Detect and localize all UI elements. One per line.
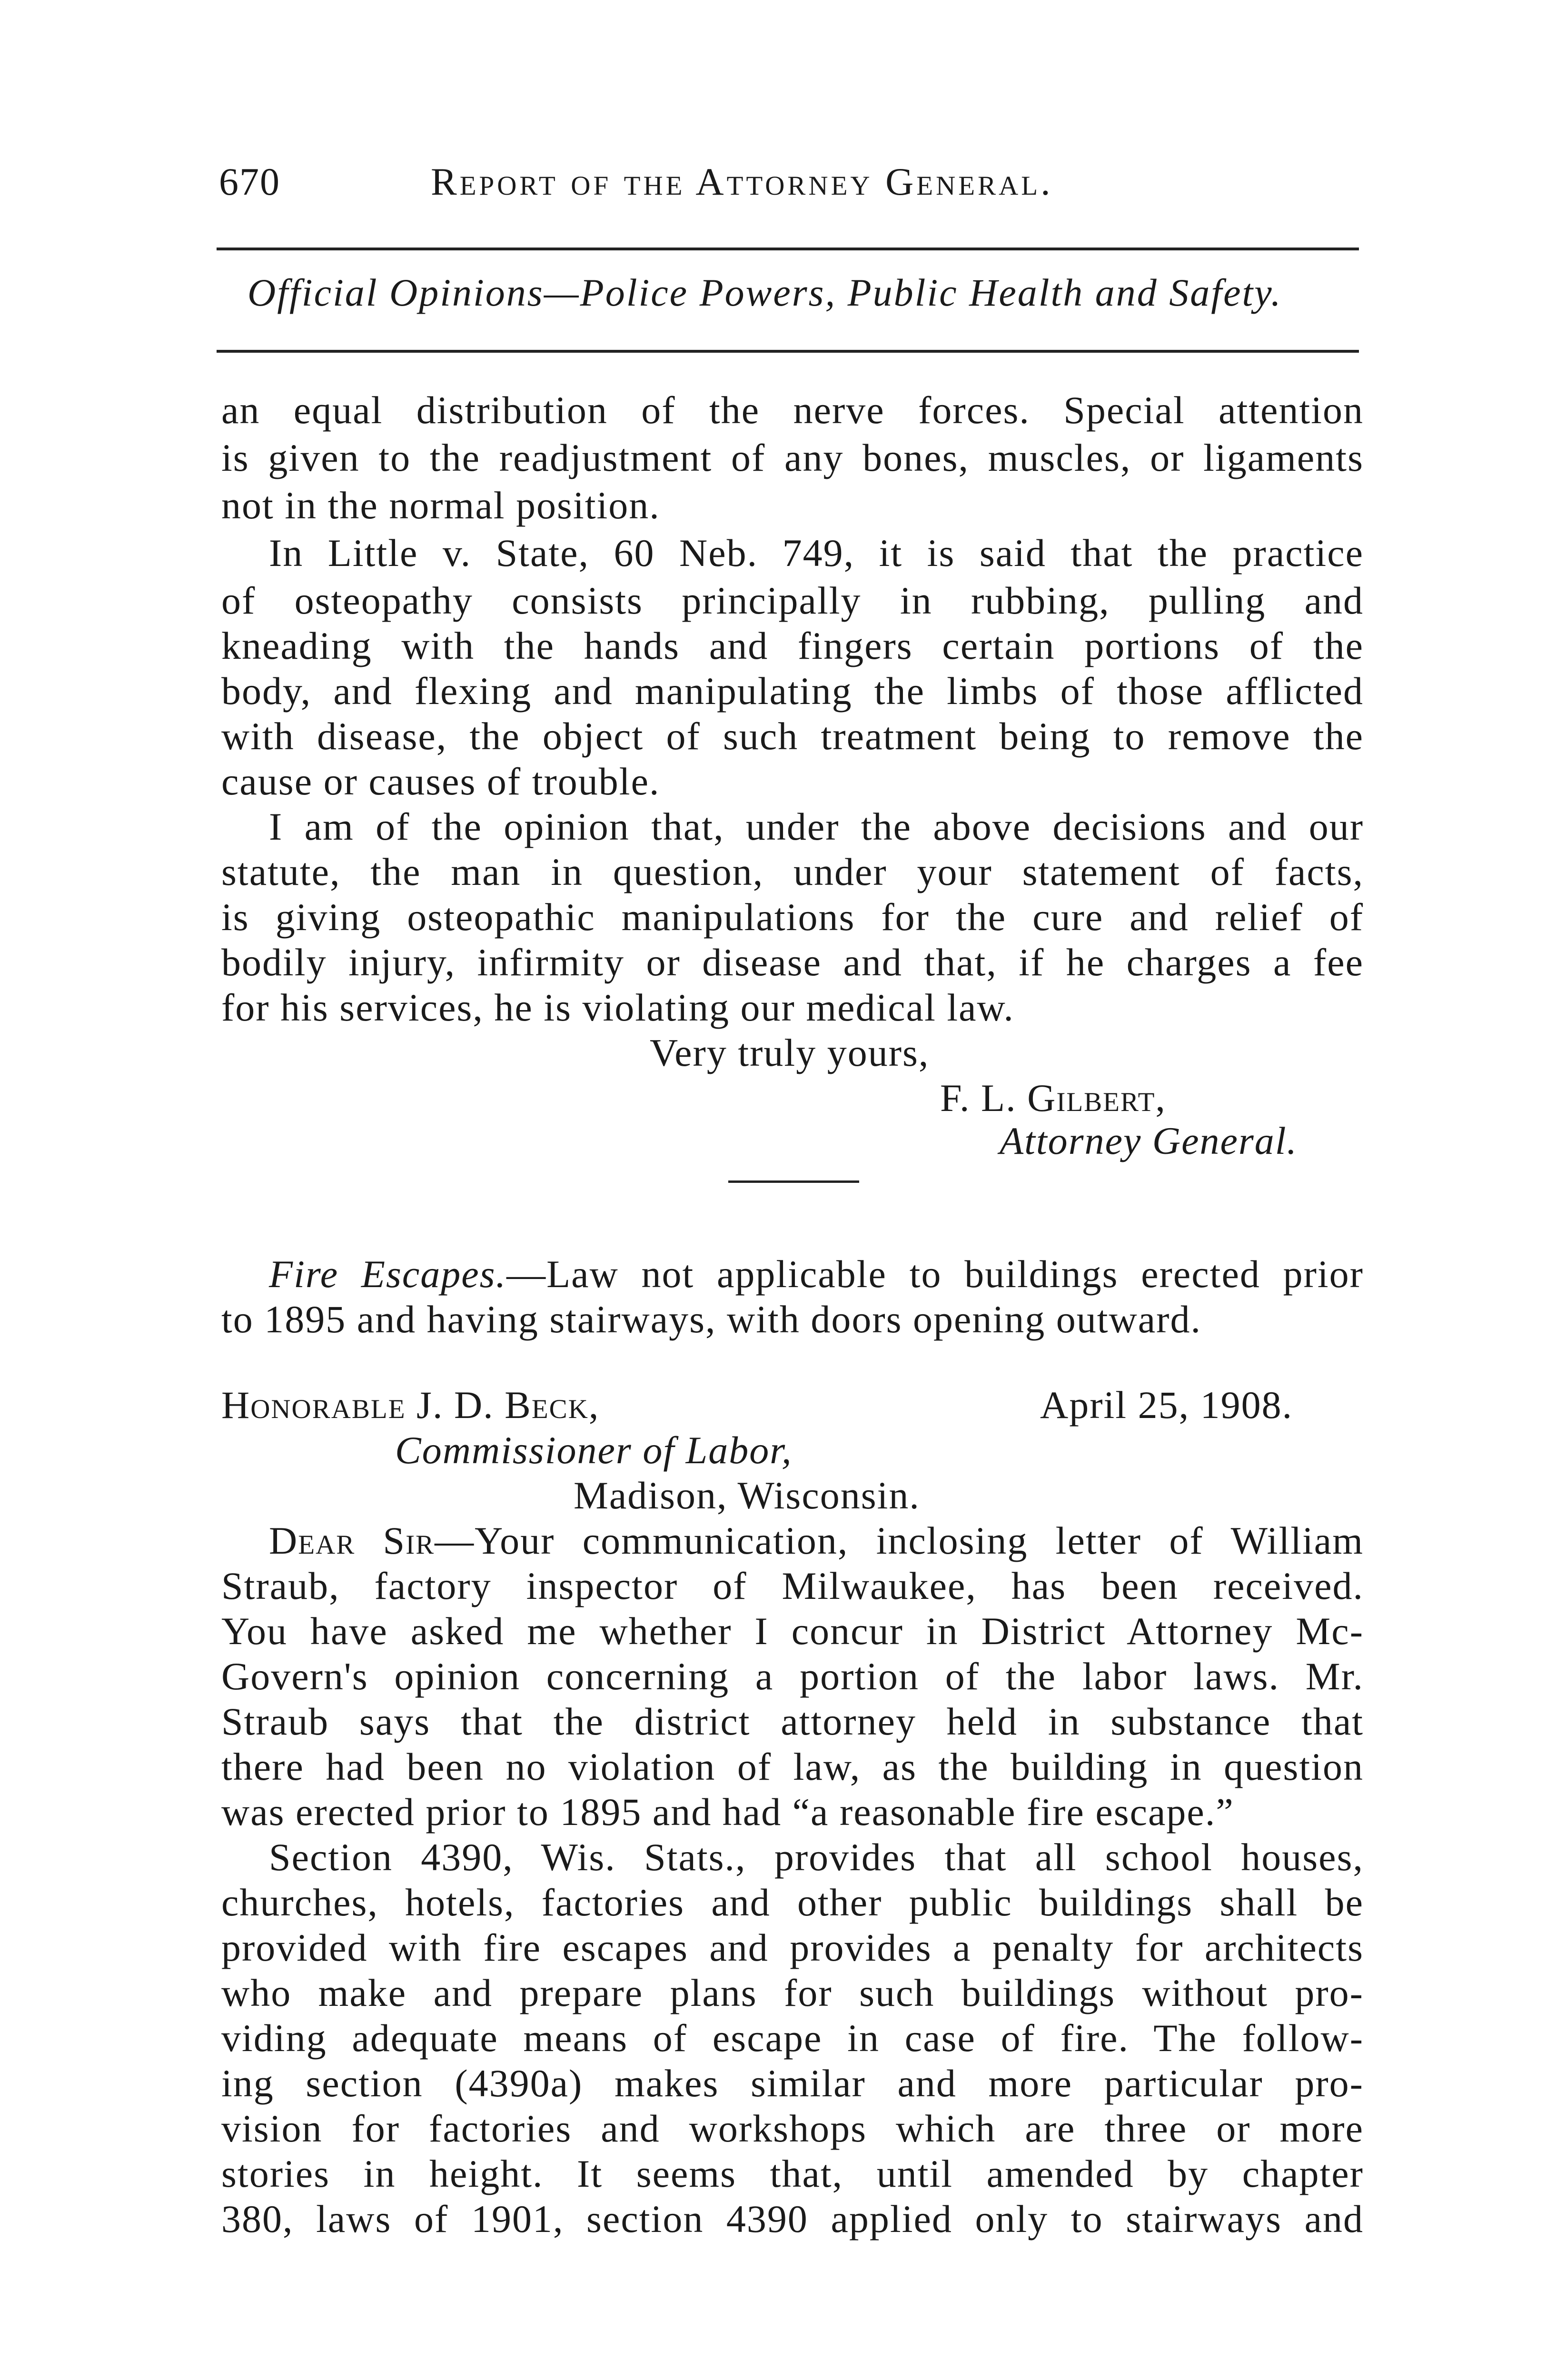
- headnote-title: Fire Escapes.: [269, 1252, 507, 1296]
- addressee-place: Madison, Wisconsin.: [574, 1474, 920, 1517]
- text-line: churches, hotels, factories and other public buildings shall be: [221, 1881, 1364, 1924]
- signature-title: Attorney General.: [1000, 1119, 1298, 1162]
- text-line: cause or causes of trouble.: [221, 760, 660, 803]
- section-divider: [728, 1180, 859, 1183]
- letter-date: April 25, 1908.: [1040, 1383, 1293, 1427]
- text-line: provided with fire escapes and provides a penalty for architects: [221, 1926, 1364, 1969]
- text-line: bodily injury, infirmity or disease and that, if he charges a fee: [221, 941, 1364, 984]
- text-line: 380, laws of 1901, section 4390 applied only to stairways and: [221, 2197, 1364, 2241]
- text-line: body, and flexing and manipulating the limbs of those afflicted: [221, 669, 1364, 713]
- text-line: with disease, the object of such treatment being to remove the: [221, 714, 1364, 758]
- headnote-line: [269, 1252, 1364, 1297]
- running-title: Report of the Attorney General.: [431, 160, 1053, 203]
- text-line: kneading with the hands and fingers certain portions of the: [221, 624, 1364, 667]
- header-rule-bottom: [217, 350, 1359, 353]
- text-line: of osteopathy consists principally in rubbing, pulling and: [221, 579, 1364, 622]
- text-line: who make and prepare plans for such buildings without pro-: [221, 1971, 1364, 2014]
- text-line: there had been no violation of law, as the building in question: [221, 1745, 1364, 1788]
- text-line: stories in height. It seems that, until amended by chapter: [221, 2152, 1364, 2195]
- signature-name: F. L. Gilbert,: [940, 1076, 1166, 1120]
- text-line: Section 4390, Wis. Stats., provides that all school houses,: [269, 1835, 1364, 1879]
- text-line: [269, 1518, 1364, 1563]
- closing: Very truly yours,: [650, 1031, 930, 1074]
- text-line: is given to the readjustment of any bones, muscles, or ligaments: [221, 436, 1364, 479]
- text-line: was erected prior to 1895 and had “a reasonable fire escape.”: [221, 1790, 1234, 1834]
- text-line: I am of the opinion that, under the above decisions and our: [269, 805, 1364, 848]
- text-line: for his services, he is violating our medical law.: [221, 986, 1014, 1029]
- salutation: Dear Sir: [269, 1519, 435, 1562]
- text-line: Govern's opinion concerning a portion of the labor laws. Mr.: [221, 1655, 1364, 1698]
- text-line: an equal distribution of the nerve forces. Special attention: [221, 388, 1364, 432]
- header-rule-top: [217, 248, 1359, 250]
- headnote-text: —Law not applicable to buildings erected prior: [506, 1252, 1364, 1296]
- text-line: ing section (4390a) makes similar and more particular pro-: [221, 2062, 1364, 2105]
- page-number: 670: [219, 160, 280, 203]
- text-line: Straub, factory inspector of Milwaukee, has been received.: [221, 1564, 1364, 1607]
- text-line: statute, the man in question, under your statement of facts,: [221, 850, 1364, 893]
- text-line: viding adequate means of escape in case of fire. The follow-: [221, 2016, 1364, 2060]
- section-subtitle: Official Opinions—Police Powers, Public Health and Safety.: [248, 271, 1282, 314]
- text-line: Straub says that the district attorney held in substance that: [221, 1700, 1364, 1743]
- text-line: You have asked me whether I concur in District Attorney Mc-: [221, 1609, 1364, 1653]
- addressee-title: Commissioner of Labor,: [395, 1428, 793, 1472]
- text-line: In Little v. State, 60 Neb. 749, it is said that the practice: [269, 531, 1364, 575]
- text-line: vision for factories and workshops which are three or more: [221, 2107, 1364, 2150]
- text-line: not in the normal position.: [221, 484, 660, 527]
- text-line: is giving osteopathic manipulations for the cure and relief of: [221, 895, 1364, 939]
- addressee: Honorable J. D. Beck,: [221, 1383, 600, 1427]
- headnote-line: to 1895 and having stairways, with doors opening outward.: [221, 1298, 1201, 1341]
- salutation-continuation: —Your communication, inclosing letter of William: [435, 1519, 1364, 1562]
